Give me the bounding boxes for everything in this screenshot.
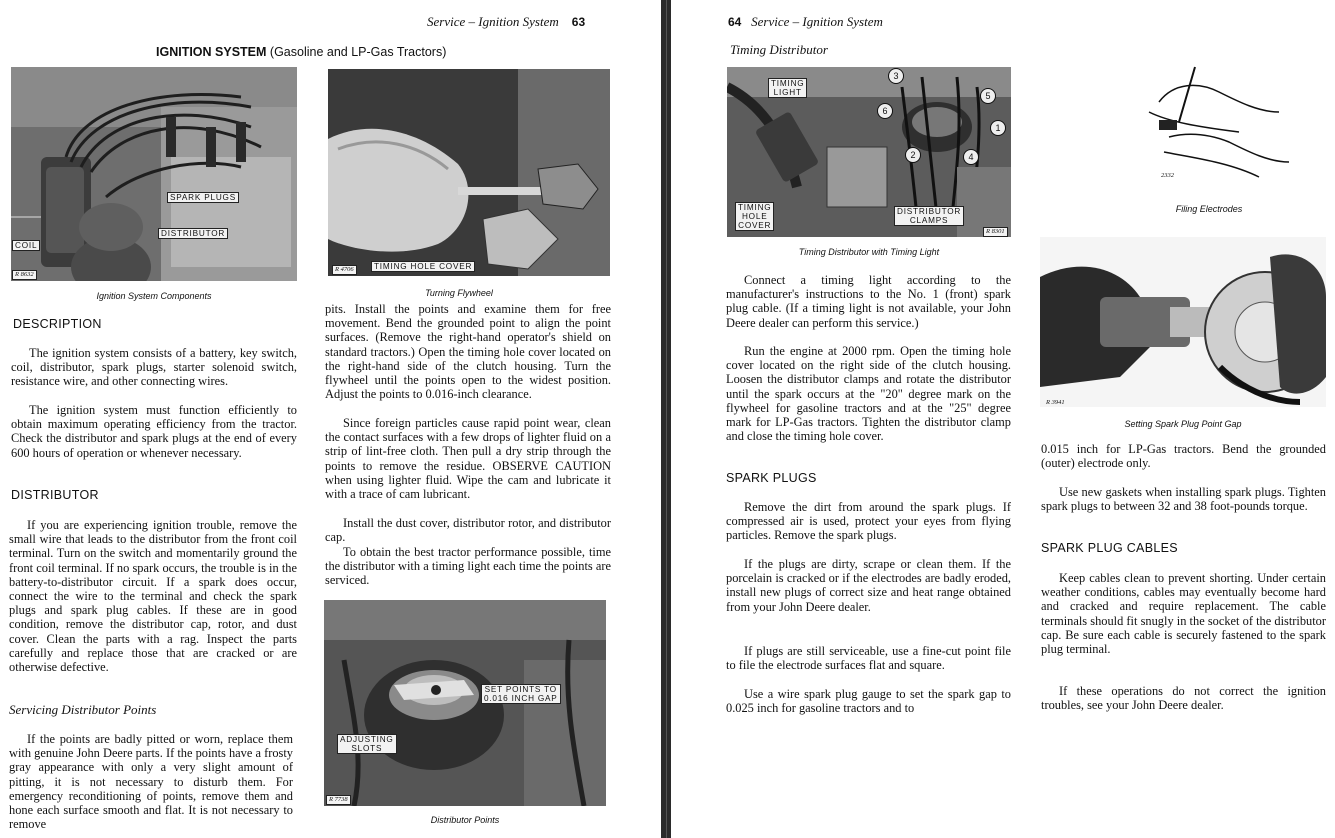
- figure-ref: R 8632: [12, 270, 37, 280]
- caption-timing-distributor: Timing Distributor with Timing Light: [798, 247, 940, 257]
- running-head-left: [427, 14, 585, 30]
- timing-distributor-photo: [727, 67, 1011, 237]
- paragraph-text: If the plugs are dirty, scrape or clean them. If the porcelain is cracked or if the electrodes are badly eroded, install new plugs of correct size and heat range obtained from your John Deere dealer.: [726, 557, 1011, 614]
- paragraph-text: pits. Install the points and examine them for free movement. Bend the grounded point to align the point surfaces. (Remove the right-hand operator's shield on standard tractors.) Open the timing hole cover located on the right-hand side of the clutch housing. Turn the flywheel until the points open to the widest position. Adjust the points to 0.016-inch clearance.: [325, 302, 611, 402]
- paragraph: [1041, 684, 1326, 712]
- paragraph: [11, 346, 297, 389]
- gutter-line: [666, 0, 667, 838]
- callout-number: 3: [888, 68, 904, 84]
- figure-ref: R 7738: [326, 795, 351, 805]
- paragraph: [325, 416, 611, 501]
- paragraph-text: Use a wire spark plug gauge to set the spark gap to 0.025 inch for gasoline tractors and to: [726, 687, 1011, 716]
- running-head-right: [728, 14, 883, 30]
- figure-ref: R 4706: [332, 265, 357, 275]
- label-timing-hole-cover: TIMING HOLE COVER: [371, 261, 475, 272]
- caption-spark-plug-gap: Setting Spark Plug Point Gap: [1124, 419, 1242, 429]
- paragraph: [726, 500, 1011, 543]
- paragraph: [1041, 442, 1326, 470]
- paragraph-text: If plugs are still serviceable, use a fine-cut point file to file the electrode surfaces flat and square.: [726, 644, 1011, 673]
- page-number: 63: [571, 15, 586, 29]
- label-distributor-clamps: DISTRIBUTOR CLAMPS: [894, 206, 964, 226]
- label-timing-hole-cover: TIMING HOLE COVER: [735, 202, 774, 231]
- paragraph-text: Install the dust cover, distributor rotor, and distributor cap.: [325, 516, 611, 545]
- paragraph-text: Since foreign particles cause rapid point wear, clean the contact surfaces with a few drops of lighter fluid on a strip of lint-free cloth. Then pull a dry strip through the points to remove the residue. OBSERVE CAUTION when using lighter fluid. Wipe the cam and lubricate it with a trace of cam lubricant.: [325, 416, 611, 502]
- figure-ref: 2332: [1161, 172, 1174, 179]
- label-spark-plugs: SPARK PLUGS: [167, 192, 239, 203]
- heading-timing-distributor: Timing Distributor: [730, 42, 828, 57]
- heading-description: DESCRIPTION: [13, 317, 102, 331]
- heading-distributor: DISTRIBUTOR: [11, 488, 99, 502]
- filing-electrodes-illustration: [1119, 62, 1299, 192]
- callout-number: 1: [990, 120, 1006, 136]
- paragraph: [726, 344, 1011, 443]
- page-number: 64: [728, 15, 742, 29]
- caption-distributor-points: Distributor Points: [430, 815, 500, 825]
- paragraph-text: If these operations do not correct the ignition troubles, see your John Deere dealer.: [1041, 684, 1326, 713]
- callout-number: 5: [980, 88, 996, 104]
- paragraph-text: Run the engine at 2000 rpm. Open the timing hole cover located on the right side of the clutch housing. Loosen the distributor clamps and rotate the distributor until the spark occurs at the "20" degree mark on the flywheel for gasoline tractors and at the "25" degree mark for LP-Gas tractors. Tighten the distributor clamp and close the timing hole cover.: [726, 344, 1011, 444]
- ignition-components-photo: [11, 67, 297, 281]
- distributor-points-photo: [324, 600, 606, 806]
- paragraph: [1041, 485, 1326, 513]
- paragraph-text: Remove the dirt from around the spark plugs. If compressed air is used, protect your eyes from flying particles. Remove the spark plugs.: [726, 500, 1011, 543]
- heading-spark-plugs: SPARK PLUGS: [726, 471, 817, 485]
- caption-turning-flywheel: Turning Flywheel: [425, 288, 493, 298]
- paragraph: [9, 518, 297, 674]
- label-timing-light: TIMING LIGHT: [768, 78, 807, 98]
- title-sub: (Gasoline and LP-Gas Tractors): [269, 45, 447, 59]
- paragraph-text: Connect a timing light according to the manufacturer's instructions to the No. 1 (front) spark plug cable. (If a timing light is not available, your John Deere dealer can perform this service.): [726, 273, 1011, 330]
- running-head-text: Service – Ignition System: [751, 14, 883, 29]
- paragraph: [726, 644, 1011, 672]
- heading-servicing-points: Servicing Distributor Points: [9, 702, 157, 717]
- label-adjusting-slots: ADJUSTING SLOTS: [337, 734, 397, 754]
- paragraph: [1041, 571, 1326, 656]
- paragraph-text: If the points are badly pitted or worn, replace them with genuine John Deere parts. If the points have a frosty gray appearance with only a very slight amount of pitting, it is not necessary to disturb them. For emergency reconditioning of points, remove them and hone each surface smooth and flat. It is not necessary to remove: [9, 732, 293, 832]
- heading-spark-plug-cables: SPARK PLUG CABLES: [1041, 541, 1178, 555]
- right-page: [671, 0, 1335, 838]
- paragraph: [11, 403, 297, 460]
- running-head-text: Service – Ignition System: [427, 14, 559, 29]
- paragraph-text: 0.015 inch for LP-Gas tractors. Bend the grounded (outer) electrode only.: [1041, 442, 1326, 471]
- figure-ref: R 8301: [983, 227, 1008, 237]
- title-main: IGNITION SYSTEM: [156, 45, 267, 59]
- paragraph: [325, 545, 611, 588]
- paragraph-text: To obtain the best tractor performance possible, time the distributor with a timing light each time the points are serviced.: [325, 545, 611, 588]
- paragraph: [325, 516, 611, 544]
- left-page: [0, 0, 661, 838]
- paragraph-text: The ignition system consists of a battery, key switch, coil, distributor, spark plugs, starter solenoid switch, resistance wire, and other connecting wires.: [11, 346, 297, 389]
- callout-number: 2: [905, 147, 921, 163]
- caption-ignition-components: Ignition System Components: [96, 291, 212, 301]
- page-title: [156, 45, 446, 59]
- callout-number: 4: [963, 149, 979, 165]
- callout-number: 6: [877, 103, 893, 119]
- label-coil: COIL: [12, 240, 40, 251]
- spark-plug-gap-photo: [1040, 237, 1326, 407]
- paragraph-text: If you are experiencing ignition trouble, remove the small wire that leads to the distributor from the front coil terminal. Turn on the switch and momentarily ground the front coil terminal. If no spark occurs, the trouble is in the battery-to-distributor circuit. If a spark does occur, connect the wire to the terminal and check the spark plugs and spark plug cables. If these are in good condition, remove the distributor cap, rotor, and dust cover. Clean the parts with a rag. Inspect the parts carefully and replace those that are cracked or are otherwise defective.: [9, 518, 297, 675]
- paragraph-text: Use new gaskets when installing spark plugs. Tighten spark plugs to between 32 and 38 foot-pounds torque.: [1041, 485, 1326, 514]
- caption-filing-electrodes: Filing Electrodes: [1175, 204, 1243, 214]
- paragraph: [325, 302, 611, 401]
- paragraph: [726, 557, 1011, 614]
- paragraph: [9, 732, 293, 831]
- label-set-points: SET POINTS TO 0.016 INCH GAP: [481, 684, 561, 704]
- flywheel-photo: [328, 69, 610, 276]
- label-distributor: DISTRIBUTOR: [158, 228, 228, 239]
- paragraph-text: Keep cables clean to prevent shorting. Under certain weather conditions, cables may eventually become hard and cracked and require replacement. The cable terminals should fit snugly in the socket of the distributor cap. Be sure each cable is securely fastened to the spark plug terminal.: [1041, 571, 1326, 657]
- paragraph-text: The ignition system must function efficiently to obtain maximum operating efficiency from the tractor. Check the distributor and spark plugs at the end of every 600 hours of operation or whenever necessary.: [11, 403, 297, 460]
- figure-ref: R 3941: [1046, 399, 1065, 406]
- paragraph: [726, 273, 1011, 330]
- paragraph: [726, 687, 1011, 715]
